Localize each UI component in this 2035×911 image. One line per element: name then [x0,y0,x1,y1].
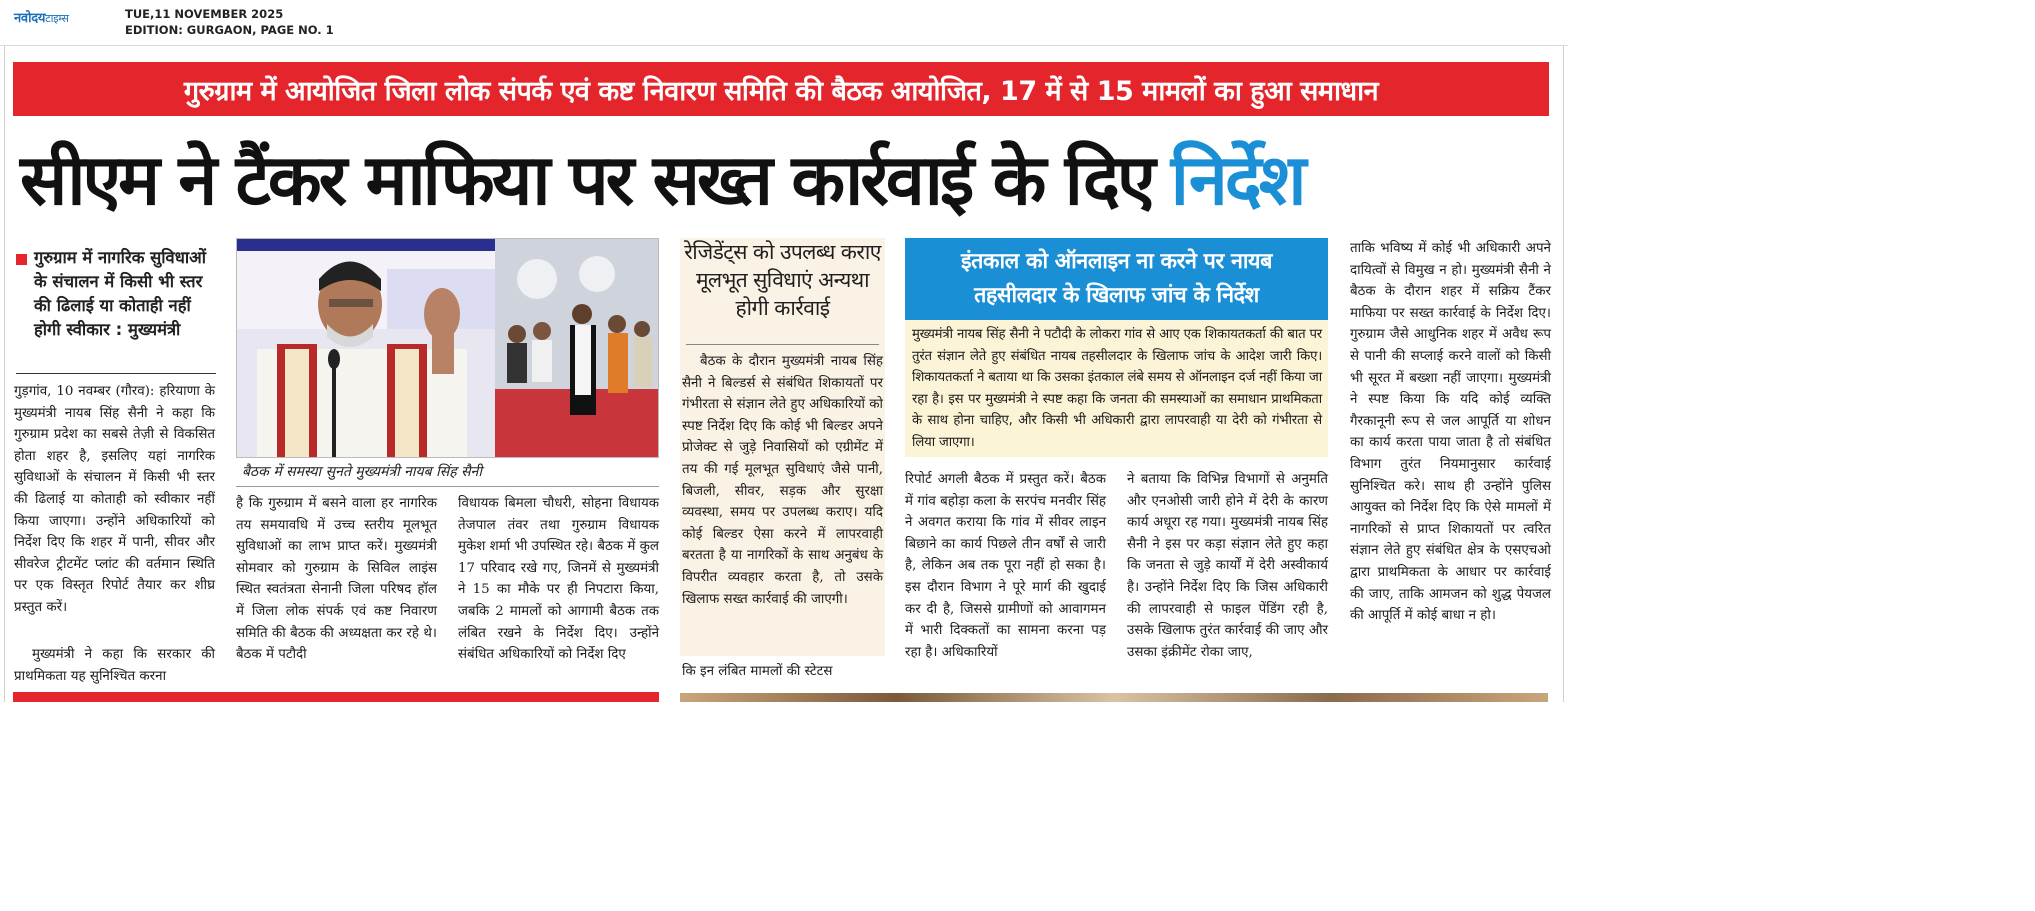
page-border-right [1563,46,1564,702]
subhead-rule [16,373,216,374]
subhead-text: गुरुग्राम में नागरिक सुविधाओं के संचालन में किसी भी स्तर की ढिलाई या कोताही नहीं होगी स्वीकार : मुख्यमंत्री [34,248,207,339]
next-story-red-strip [13,692,659,702]
col1-body-2: मुख्यमंत्री ने कहा कि सरकार की प्राथमिकता यह सुनिश्चित करना [14,647,215,684]
sidebar-story-headline: रेजिडेंट्स को उपलब्ध कराए मूलभूत सुविधाएं अन्यथा होगी कार्रवाई [684,240,881,320]
subhead-block [16,246,216,342]
col1-body: गुड़गांव, 10 नवम्बर (गौरव): हरियाणा के मुख्यमंत्री नायब सिंह सैनी ने कहा कि गुरुग्राम प्रदेश का सबसे तेज़ी से विकसित होता शहर है, इसलिए यहां नागरिक सुविधाओं के संचालन में किसी भी स्तर की ढिलाई या कोताही को स्वीकार नहीं किया जाएगा। उन्होंने अधिकारियों को निर्देश दिए कि शहर में पानी, सीवर और सीवरेज ट्रीटमेंट प्लांट की वर्तमान स्थिति पर एक विस्तृत रिपोर्ट तैयार कर शीघ्र प्रस्तुत करें। [14,384,215,615]
main-headline [20,118,1550,236]
photo-illustration [237,239,659,458]
highlight-box-text: मुख्यमंत्री नायब सिंह सैनी ने पटौदी के लोकरा गांव से आए एक शिकायतकर्ता की बात पर तुरंत संज्ञान लेते हुए संबंधित नायब तहसीलदार के खिलाफ जांच के आदेश जारी किए। शिकायतकर्ता ने बताया था कि उसका इंतकाल लंबे समय से ऑनलाइन दर्ज नहीं किया जा रहा है। इस पर मुख्यमंत्री ने स्पष्ट कहा कि जनता की समस्याओं का समाधान प्राथमिकता के साथ होना चाहिए, और किसी भी अधिकारी द्वारा लापरवाही या देरी को गंभीरता से लिया जाएगा। [912,327,1322,450]
top-bar [0,0,1568,46]
sidebar-story-body: बैठक के दौरान मुख्यमंत्री नायब सिंह सैनी ने बिल्डर्स से संबंधित शिकायतों पर गंभीरता से संज्ञान लेते हुए अधिकारियों को स्पष्ट निर्देश दिए कि कोई भी बिल्डर अपने प्रोजेक्ट से जुड़े निवासियों को एग्रीमेंट में तय की गई मूलभूत सुविधाएं जैसे पानी, बिजली, सीवर, सड़क और सुरक्षा व्यवस्था, समय पर उपलब्ध कराए। यदि कोई बिल्डर ऐसा करने में लापरवाही बरतता है या नागरिकों के साथ अनुबंध के विपरीत व्यवहार करता है, तो उसके खिलाफ सख्त कार्रवाई की जाएगी। [682,354,883,607]
blue-headline-line-1: इंतकाल को ऑनलाइन ना करने पर नायब [960,249,1272,274]
headline-blue-word: निर्देश [1170,139,1304,221]
col2-body: है कि गुरुग्राम में बसने वाला हर नागरिक तय समयावधि में उच्च स्तरीय मूलभूत सुविधाओं का लाभ प्राप्त करें। मुख्यमंत्री सोमवार को गुरुग्राम के सिविल लाइंस स्थित स्वतंत्रता सेनानी जिला परिषद हॉल में जिला लोक संपर्क एवं कष्ट निवारण समिति की बैठक की अध्यक्षता कर रहे थे। बैठक में पटौदी [236,496,437,663]
caption-rule [236,486,659,487]
publish-date: TUE,11 NOVEMBER 2025 [125,7,284,21]
edition-info: EDITION: GURGAON, PAGE NO. 1 [125,23,334,37]
col3-body-2: कि इन लंबित मामलों की स्टेटस [682,664,833,679]
article-photo[interactable] [236,238,659,458]
logo-main-text: नवोदय [14,11,46,26]
newspaper-logo[interactable] [14,8,69,26]
blue-headline-line-2: तहसीलदार के खिलाफ जांच के निर्देश [974,283,1259,308]
red-bullet-icon [16,254,27,265]
newspaper-page [0,46,1568,702]
blue-headline-box [905,238,1328,320]
col4-body: रिपोर्ट अगली बैठक में प्रस्तुत करें। बैठक में गांव बहोड़ा कला के सरपंच मनवीर सिंह ने अवगत कराया कि गांव में सीवर लाइन बिछाने का कार्य पिछले तीन वर्षों से जारी है, लेकिन अब तक पूरा नहीं हो सका है। इस दौरान विभाग ने पूरे मार्ग की खुदाई कर दी है, जिससे ग्रामीणों को आवागमन में भारी दिक्कतों का सामना करना पड़ रहा है। अधिकारियों [905,472,1106,660]
photo-caption: बैठक में समस्या सुनते मुख्यमंत्री नायब सिंह सैनी [242,464,482,480]
headline-black-text: सीएम ने टैंकर माफिया पर सख्त कार्रवाई के दिए [20,139,1153,221]
edition-meta [125,6,334,38]
banner-text: गुरुग्राम में आयोजित जिला लोक संपर्क एवं कष्ट निवारण समिति की बैठक आयोजित, 17 में से 15 मामलों का हुआ समाधान [183,75,1379,107]
col2b-body: विधायक बिमला चौधरी, सोहना विधायक तेजपाल तंवर तथा गुरुग्राम विधायक मुकेश शर्मा भी उपस्थित रहे। बैठक में कुल 17 परिवाद रखे गए, जिनमें से मुख्यमंत्री ने 15 का मौके पर ही निपटारा किया, जबकि 2 मामलों को आगामी बैठक तक लंबित रखने के निर्देश दिए। उन्होंने संबंधित अधिकारियों को निर्देश दिए [458,496,659,663]
col6-body: ताकि भविष्य में कोई भी अधिकारी अपने दायित्वों से विमुख न हो। मुख्यमंत्री सैनी ने बैठक के दौरान शहर में सक्रिय टैंकर माफिया पर सख्त कार्रवाई के निर्देश दिए। गुरुग्राम जैसे आधुनिक शहर में अवैध रूप से पानी की सप्लाई करने वालों को किसी भी सूरत में बख्शा नहीं जाएगा। मुख्यमंत्री ने स्पष्ट किया कि यदि कोई व्यक्ति गैरकानूनी रूप से जल आपूर्ति या शोधन का कार्य करता पाया जाता है तो संबंधित विभाग तुरंत नियमानुसार कार्रवाई सुनिश्चित करे। साथ ही उन्होंने पुलिस आयुक्त को निर्देश दिए कि ऐसे मामलों में नागरिकों से प्राप्त शिकायतों पर त्वरित संज्ञान लेते हुए संबंधित क्षेत्र के एसएचओ द्वारा प्राथमिकता के आधार पर कार्रवाई की जाए, ताकि आमजन को शुद्ध पेयजल की आपूर्ति में कोई बाधा न हो। [1350,241,1551,624]
red-banner-kicker [13,62,1549,116]
page-border-left [4,46,5,702]
sidebar-headline-rule [686,344,879,345]
col5-body: ने बताया कि विभिन्न विभागों से अनुमति और एनओसी जारी होने में देरी के कारण कार्य अधूरा रह गया। मुख्यमंत्री नायब सिंह सैनी ने इस पर कड़ा संज्ञान लेते हुए कहा कि जनता से जुड़े कार्यों में देरी अस्वीकार्य है। उन्होंने निर्देश दिए कि जिस अधिकारी की लापरवाही से फाइल पेंडिंग रही है, उसके खिलाफ तुरंत कार्रवाई की जाए और उसका इंक्रीमेंट रोका जाए, [1127,472,1328,660]
bottom-ad-strip [680,693,1548,702]
logo-small-text: टाइम्स [45,12,69,25]
